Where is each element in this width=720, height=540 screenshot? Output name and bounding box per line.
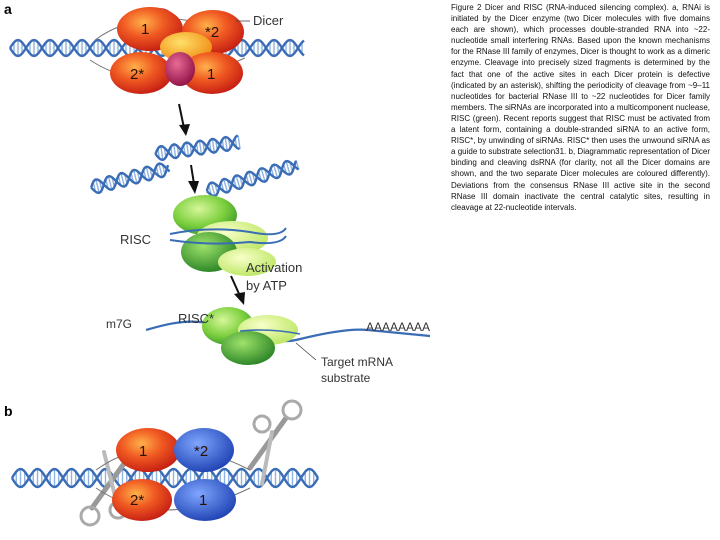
risc-star-domain: [221, 331, 275, 365]
dicer-domain-label: 1: [141, 21, 150, 38]
target-label-leader: [296, 343, 316, 360]
base-pair-rung: [174, 144, 176, 158]
base-pair-rung: [225, 137, 227, 151]
process-arrow: [188, 165, 199, 194]
activation-arrow: [231, 276, 245, 305]
dicer-domain-label: 1: [199, 492, 208, 509]
target-mrna-label: Target mRNA: [321, 355, 394, 369]
dicer-domain-label: 2*: [130, 66, 145, 83]
risc-label: RISC: [120, 232, 152, 247]
dicer-domain-label: *2: [205, 24, 220, 41]
panel-a-letter: a: [4, 1, 12, 17]
base-pair-rung: [238, 135, 240, 149]
risc-star-complex: [202, 307, 300, 365]
dicer-domain-1-red: [116, 428, 180, 472]
risc-star-label: RISC*: [178, 311, 215, 326]
rna-strand: [205, 159, 299, 198]
sirna-fragment: [154, 135, 240, 161]
dicer-domain-label: *2: [194, 443, 209, 460]
base-pair-rung: [212, 139, 214, 153]
figure-caption: Figure 2 Dicer and RISC (RNA-induced silencing complex). a, RNAi is initiated by the Dicer enzyme (two Dicer molecules with five domains each are shown), which processes double-stranded RNA into ~22-nucleotide small interfering RNAs. Based upon the known mechanisms for the RNase III family of enzymes, Dicer is thought to work as a dimeric enzyme. Cleavage into precisely sized fragments is determined by the fact that one of the active sites in each Dicer protein is defective (indicated by an asterisk), shifting the periodicity of cleavage from ~9–11 nucleotides for bacterial RNase III to ~22 nucleotides for Dicer family members. The siRNAs are incorporated into a multicomponent nuclease, RISC (green). Recent reports suggest that RISC must be activated from a latent form, containing a double-stranded siRNA to an active form, RISC*, by unwinding of siRNAs. RISC* then uses the unwound siRNA as a guide to substrate selection31. b, Diagrammatic representation of Dicer binding and cleaving dsRNA (for clarity, not all the Dicer domains are shown, and the two separate Dicer molecules are coloured differently). Deviations from the consensus RNase III active site in the second RNase III domain inactivate the central catalytic sites, resulting in cleavage at 22-nucleotide intervals.: [451, 3, 710, 212]
dicer-domain-magenta: [165, 52, 195, 86]
sirna-fragment: [89, 162, 170, 195]
polya-tail-label: AAAAAAAA: [366, 320, 431, 334]
target-mrna-label: substrate: [321, 371, 371, 385]
base-pair-rung: [199, 141, 201, 155]
base-pair-rung: [187, 142, 189, 156]
sirna-fragment: [205, 158, 299, 197]
panel-b-letter: b: [4, 403, 13, 419]
activation-label: by ATP: [246, 278, 287, 293]
dicer-domain-label: 1: [207, 66, 216, 83]
activation-label: Activation: [246, 260, 303, 275]
dicer-dimer-top: [90, 7, 245, 94]
dicer-domain-label: 2*: [130, 492, 145, 509]
process-arrow: [179, 104, 190, 136]
dsrna-bottom-helix: [12, 469, 318, 487]
m7g-label: m7G: [106, 317, 133, 331]
base-pair-rung: [161, 146, 163, 160]
dicer-domain-label: 1: [139, 443, 148, 460]
dicer-label: Dicer: [253, 13, 284, 28]
